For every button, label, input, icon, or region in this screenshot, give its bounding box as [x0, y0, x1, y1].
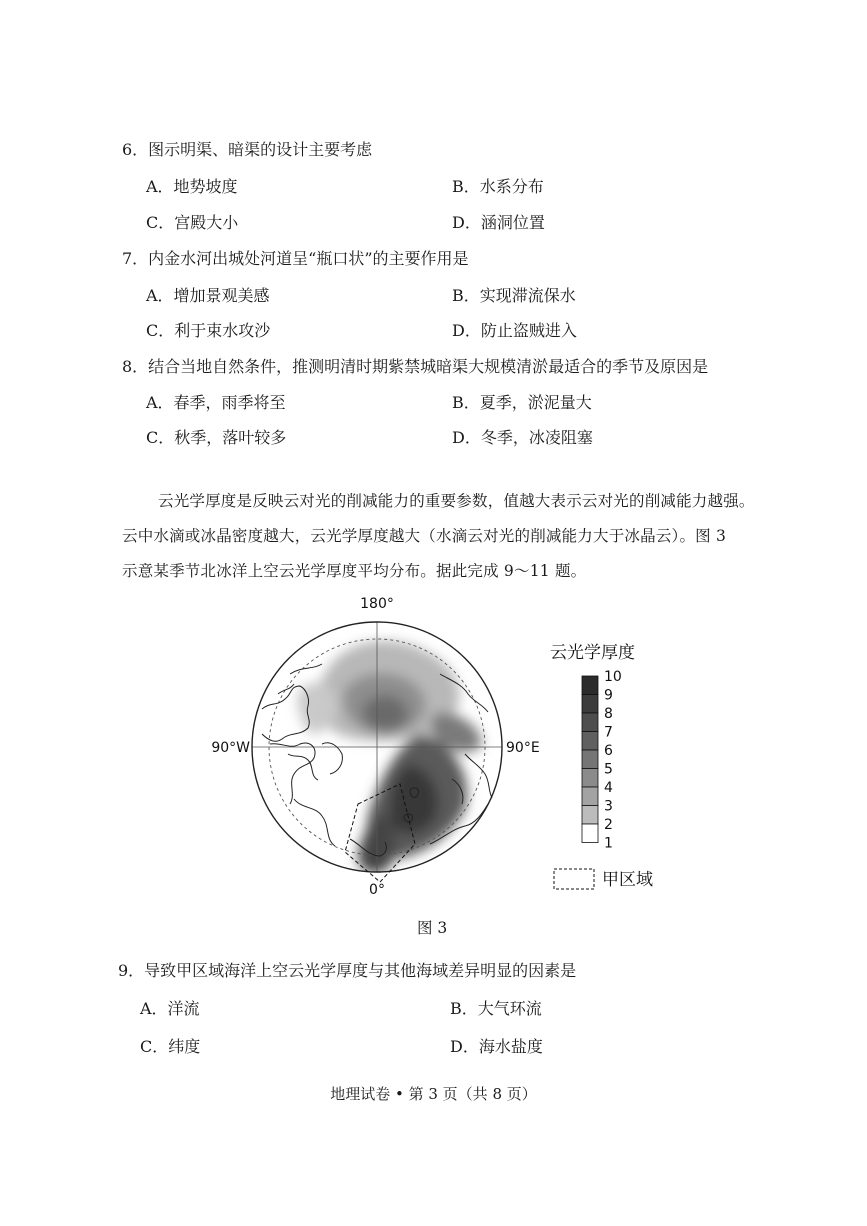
legend-value-8: 8	[604, 706, 613, 722]
label-90e: 90°E	[506, 740, 540, 756]
question-7-stem: 7．内金水河出城处河道呈“瓶口状”的主要作用是	[122, 249, 469, 268]
question-8-option-a: A．春季，雨季将至	[146, 393, 286, 412]
question-9-option-d: D．海水盐度	[450, 1037, 543, 1056]
question-6-option-c: C．宫殿大小	[146, 213, 239, 232]
question-8-option-c: C．秋季，落叶较多	[146, 428, 287, 447]
question-9-option-b: B．大气环流	[450, 999, 542, 1018]
legend-value-2: 2	[604, 817, 613, 833]
legend-swatch-3	[582, 713, 598, 732]
question-9-option-a: A．洋流	[140, 999, 200, 1018]
legend-swatch-1	[582, 676, 598, 695]
question-6-option-d: D．涵洞位置	[452, 213, 545, 232]
region-legend-label: 甲区域	[602, 870, 653, 890]
legend-swatch-7	[582, 787, 598, 806]
legend-swatch-6	[582, 769, 598, 788]
page-footer: 地理试卷 • 第 3 页（共 8 页）	[330, 1085, 537, 1103]
legend-swatch-5	[582, 750, 598, 769]
legend-swatch-2	[582, 695, 598, 714]
question-6-option-a: A．地势坡度	[146, 177, 238, 196]
region-legend-swatch	[554, 869, 594, 889]
figure-caption: 图 3	[417, 919, 448, 937]
passage-line-1: 云光学厚度是反映云对光的削减能力的重要参数，值越大表示云对光的削减能力越强。	[158, 492, 755, 510]
legend-value-5: 5	[604, 761, 613, 778]
label-180: 180°	[360, 596, 394, 612]
legend-swatch-4	[582, 732, 598, 751]
legend-value-9: 9	[604, 687, 613, 704]
legend-swatch-8	[582, 806, 598, 825]
passage-line-3: 示意某季节北冰洋上空云光学厚度平均分布。据此完成 9～11 题。	[122, 562, 587, 580]
arctic-cloud-map-figure	[211, 594, 690, 904]
question-6-option-b: B．水系分布	[452, 177, 544, 196]
question-7-option-a: A．增加景观美感	[146, 286, 270, 305]
question-8-option-d: D．冬季，冰凌阻塞	[452, 428, 593, 447]
legend-value-7: 7	[604, 724, 613, 741]
legend-value-6: 6	[604, 743, 613, 759]
legend-value-4: 4	[604, 780, 613, 796]
arctic-cloud-map	[211, 594, 690, 904]
label-0: 0°	[369, 882, 385, 898]
legend-values	[604, 669, 622, 852]
question-7-option-d: D．防止盗贼进入	[452, 321, 577, 340]
label-90w: 90°W	[211, 740, 250, 756]
question-7-option-b: B．实现滞流保水	[452, 286, 576, 305]
question-8-stem: 8．结合当地自然条件，推测明清时期紫禁城暗渠大规模清淤最适合的季节及原因是	[122, 357, 709, 376]
legend-value-10: 10	[604, 669, 622, 685]
legend-value-1: 1	[604, 835, 613, 852]
legend-title: 云光学厚度	[550, 643, 635, 663]
cloud-thickness-shading	[297, 641, 482, 874]
question-7-option-c: C．利于束水攻沙	[146, 321, 271, 340]
question-9-stem: 9．导致甲区域海洋上空云光学厚度与其他海域差异明显的因素是	[118, 961, 577, 980]
legend-value-3: 3	[604, 798, 613, 815]
question-6-stem: 6．图示明渠、暗渠的设计主要考虑	[122, 140, 373, 159]
question-9-option-c: C．纬度	[140, 1037, 201, 1056]
legend-color-bar	[582, 676, 598, 843]
passage-line-2: 云中水滴或冰晶密度越大，云光学厚度越大（水滴云对光的削减能力大于冰晶云）。图 3	[122, 527, 727, 545]
question-8-option-b: B．夏季，淤泥量大	[452, 393, 592, 412]
legend-swatch-9	[582, 824, 598, 843]
